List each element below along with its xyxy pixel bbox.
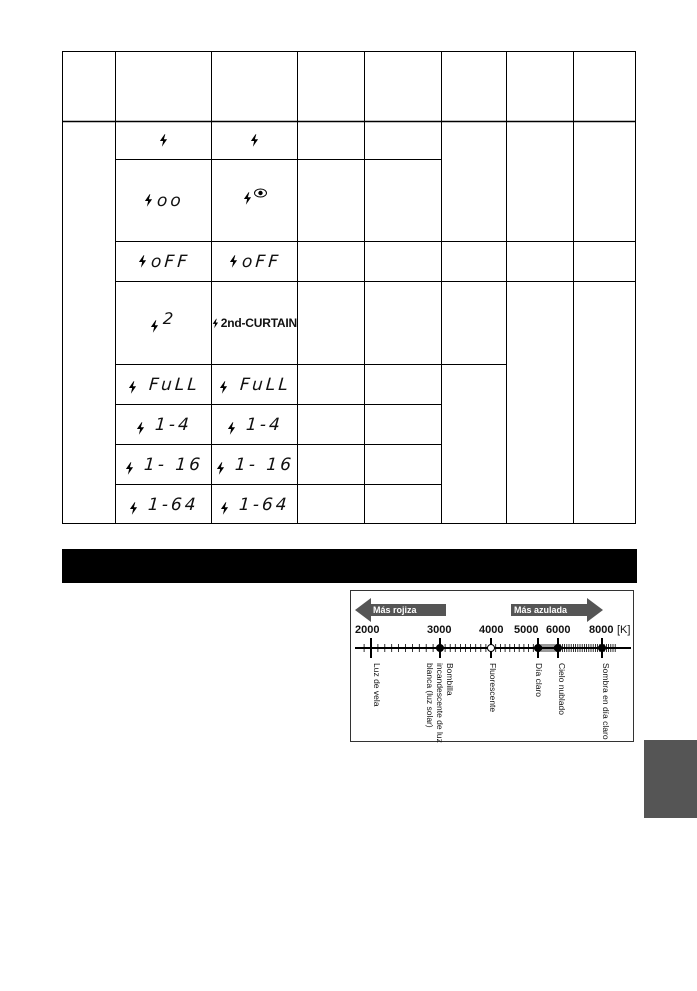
tick-label-4000: 4000 xyxy=(479,624,504,636)
table-row-4-right xyxy=(212,282,297,364)
lcd-text: 1- 16 xyxy=(233,454,295,475)
side-thumb-tab xyxy=(644,740,697,818)
table-row-4-left xyxy=(116,282,211,364)
table-row-3-left xyxy=(116,242,211,281)
cooler-label: Más azulada xyxy=(514,605,568,615)
table-row-1-left xyxy=(116,122,211,159)
flash-bolt-icon xyxy=(159,134,168,147)
flash-bolt-icon xyxy=(220,502,229,515)
flash-bolt-icon xyxy=(125,462,134,475)
flash-bolt-icon xyxy=(212,317,219,330)
tick-label-3000: 3000 xyxy=(427,624,452,636)
source-label-incandescent: Bombilla incandescente de luz blanca (luz solar) xyxy=(425,663,455,743)
table-row-3-right xyxy=(212,242,297,281)
lcd-text: 1-64 xyxy=(238,494,290,515)
unit-label: [K] xyxy=(617,624,631,636)
flash-bolt-icon xyxy=(150,320,159,333)
warmer-label: Más rojiza xyxy=(373,605,417,615)
lcd-text: 1-4 xyxy=(244,414,284,435)
red-eye-icon xyxy=(254,188,267,198)
flash-bolt-icon xyxy=(128,381,137,394)
dot-marker xyxy=(555,645,562,652)
table-row-5-right xyxy=(212,365,297,404)
table-row-8-left xyxy=(116,485,211,524)
flash-bolt-icon xyxy=(136,422,145,435)
flash-bolt-icon xyxy=(129,502,138,515)
color-temperature-scale xyxy=(350,590,634,742)
tick-label-8000: 8000 xyxy=(589,624,614,636)
table-row-7-left xyxy=(116,445,211,484)
flash-bolt-icon xyxy=(229,255,238,268)
dot-marker xyxy=(599,645,606,652)
table-row-2-right xyxy=(212,160,297,241)
lcd-text: oFF xyxy=(149,251,191,272)
tick-label-5000: 5000 xyxy=(514,624,539,636)
flash-bolt-icon xyxy=(250,134,259,147)
source-label-clear-day: Día claro xyxy=(534,663,544,698)
section-header-bar xyxy=(62,549,637,583)
source-label-candle: Luz de vela xyxy=(372,663,382,707)
lcd-text: oFF xyxy=(240,251,282,272)
table-row-1-right xyxy=(212,122,297,159)
table-row-6-right xyxy=(212,405,297,444)
lcd-text: 2 xyxy=(162,308,178,328)
source-label-cloudy: Cielo nublado xyxy=(557,663,567,715)
second-curtain-label: 2nd-CURTAIN xyxy=(220,316,297,330)
tick-label-6000: 6000 xyxy=(546,624,571,636)
lcd-text: 1-4 xyxy=(153,414,193,435)
flash-bolt-icon xyxy=(243,192,252,205)
table-row-8-right xyxy=(212,485,297,524)
tick-label-2000: 2000 xyxy=(355,624,380,636)
lcd-text: 1- 16 xyxy=(142,454,204,475)
flash-bolt-icon xyxy=(138,255,147,268)
dot-marker xyxy=(535,645,542,652)
source-label-fluorescent: Fluorescente xyxy=(488,663,498,713)
table-row-6-left xyxy=(116,405,211,444)
lcd-text: oo xyxy=(155,190,185,211)
flash-bolt-icon xyxy=(227,422,236,435)
table-row-5-left xyxy=(116,365,211,404)
lcd-text: FuLL xyxy=(147,374,201,395)
lcd-text: FuLL xyxy=(238,374,292,395)
open-marker xyxy=(488,645,495,652)
source-label-shade: Sombra en día claro xyxy=(601,663,611,740)
dot-marker xyxy=(437,645,444,652)
flash-bolt-icon xyxy=(219,381,228,394)
table-row-2-left xyxy=(116,160,211,241)
flash-mode-table xyxy=(62,51,636,524)
flash-bolt-icon xyxy=(216,462,225,475)
table-row-7-right xyxy=(212,445,297,484)
lcd-text: 1-64 xyxy=(147,494,199,515)
flash-bolt-icon xyxy=(144,194,153,207)
